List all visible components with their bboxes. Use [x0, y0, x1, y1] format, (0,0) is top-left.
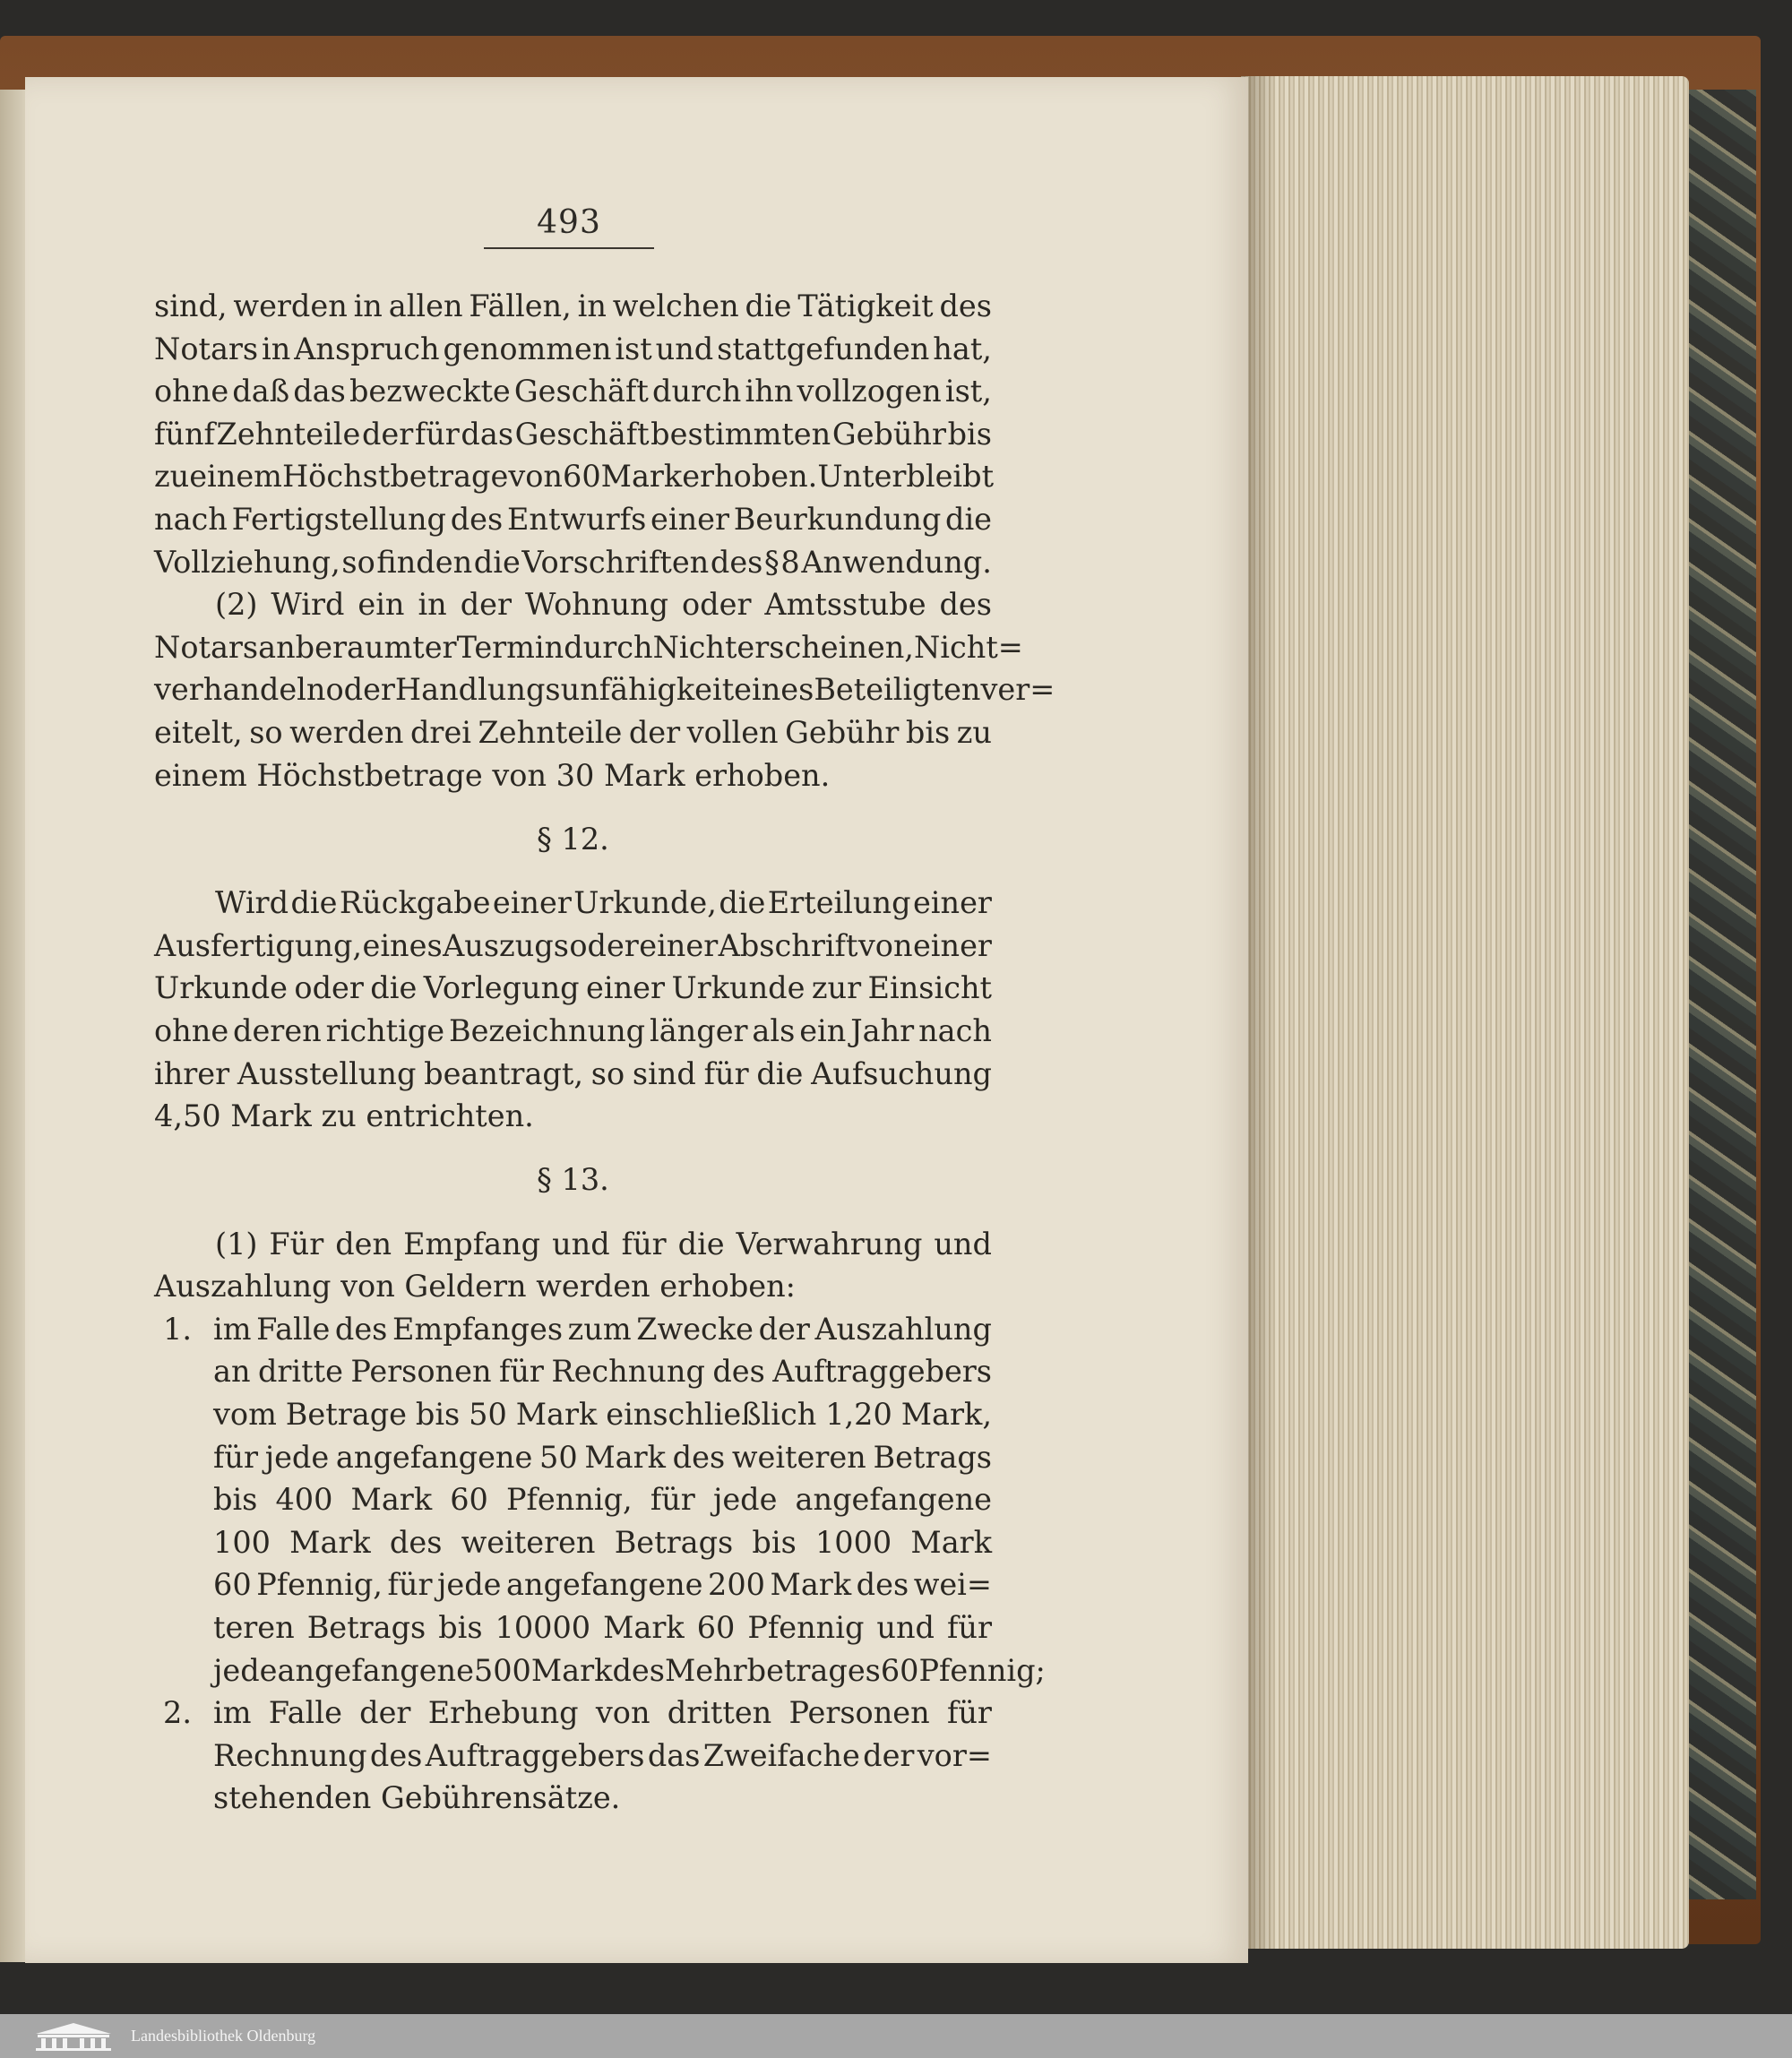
text-line: eitelt, so werden drei Zehnteile der vollen Gebühr bis zu	[154, 714, 992, 750]
page-number: 493	[537, 204, 601, 241]
text-line: Notars anberaumter Termin durch Nichterscheinen, Nicht=	[154, 629, 1023, 665]
text-line: teren Betrags bis 10000 Mark 60 Pfennig und für	[213, 1610, 992, 1646]
list-number: 1.	[163, 1311, 192, 1347]
text-line: Notars in Anspruch genommen ist und stattgefunden hat,	[154, 331, 992, 366]
page-text	[154, 285, 1055, 1820]
text-line: Wird die Rückgabe einer Urkunde, die Erteilung einer	[215, 885, 992, 921]
text-line: einem Höchstbetrage von 30 Mark erhoben.	[154, 757, 831, 793]
text-line: (2) Wird ein in der Wohnung oder Amtsstube des	[215, 587, 992, 623]
text-line: Urkunde oder die Vorlegung einer Urkunde zur Einsicht	[154, 970, 992, 1006]
footer-bar	[0, 2014, 1792, 2058]
text-line: verhandeln oder Handlungsunfähigkeit eines Beteiligten ver=	[154, 672, 1055, 708]
text-line: ohne daß das bezweckte Geschäft durch ihn vollzogen ist,	[154, 374, 992, 409]
section-heading-13: § 13.	[537, 1162, 609, 1198]
list-item-1	[154, 1308, 1046, 1692]
list-number: 2.	[163, 1695, 192, 1731]
text-line: ohne deren richtige Bezeichnung länger als ein Jahr nach	[154, 1012, 992, 1048]
section-heading-12: § 12.	[537, 821, 609, 857]
text-line: jede angefangene 500 Mark des Mehrbetrages 60 Pfennig;	[213, 1652, 1046, 1688]
text-line: Rechnung des Auftraggebers das Zweifache der vor=	[213, 1737, 992, 1773]
text-line: im Falle des Empfanges zum Zwecke der Auszahlung	[213, 1311, 992, 1347]
text-line: 100 Mark des weiteren Betrags bis 1000 Mark	[213, 1524, 992, 1560]
text-line: im Falle der Erhebung von dritten Personen für	[213, 1695, 992, 1731]
text-line: 60 Pfennig, für jede angefangene 200 Mark des wei=	[213, 1567, 992, 1603]
text-line: Vollziehung, so finden die Vorschriften des § 8 Anwendung.	[154, 544, 992, 580]
text-line: ihrer Ausstellung beantragt, so sind für die Aufsuchung	[154, 1055, 992, 1091]
library-name: Landesbibliothek Oldenburg	[131, 2027, 316, 2045]
text-line: (1) Für den Empfang und für die Verwahrung und	[215, 1226, 992, 1261]
text-line: zu einem Höchstbetrage von 60 Mark erhoben. Unterbleibt	[154, 459, 995, 495]
library-building-icon	[32, 2021, 115, 2052]
text-line: 4,50 Mark zu entrichten.	[154, 1098, 534, 1134]
header-rule	[484, 247, 654, 249]
text-line: fünf Zehnteile der für das Geschäft bestimmten Gebühr bis	[154, 416, 992, 452]
text-line: Ausfertigung, eines Auszugs oder einer Abschrift von einer	[154, 927, 992, 963]
text-line: vom Betrage bis 50 Mark einschließlich 1,20 Mark,	[213, 1397, 992, 1433]
text-line: nach Fertigstellung des Entwurfs einer Beurkundung die	[154, 501, 992, 537]
facing-page-edge	[0, 90, 27, 1962]
text-line: sind, werden in allen Fällen, in welchen die Tätigkeit des	[154, 288, 992, 323]
text-line: bis 400 Mark 60 Pfennig, für jede angefangene	[213, 1482, 992, 1518]
list-item-2	[154, 1692, 992, 1820]
text-line: stehenden Gebührensätze.	[213, 1780, 621, 1816]
marbled-cover-edge	[1684, 90, 1756, 1899]
page-stack	[1241, 76, 1689, 1949]
text-line: an dritte Personen für Rechnung des Auftraggebers	[213, 1354, 992, 1390]
text-line: Auszahlung von Geldern werden erhoben:	[154, 1269, 796, 1305]
text-line: für jede angefangene 50 Mark des weiteren Betrags	[213, 1439, 992, 1475]
